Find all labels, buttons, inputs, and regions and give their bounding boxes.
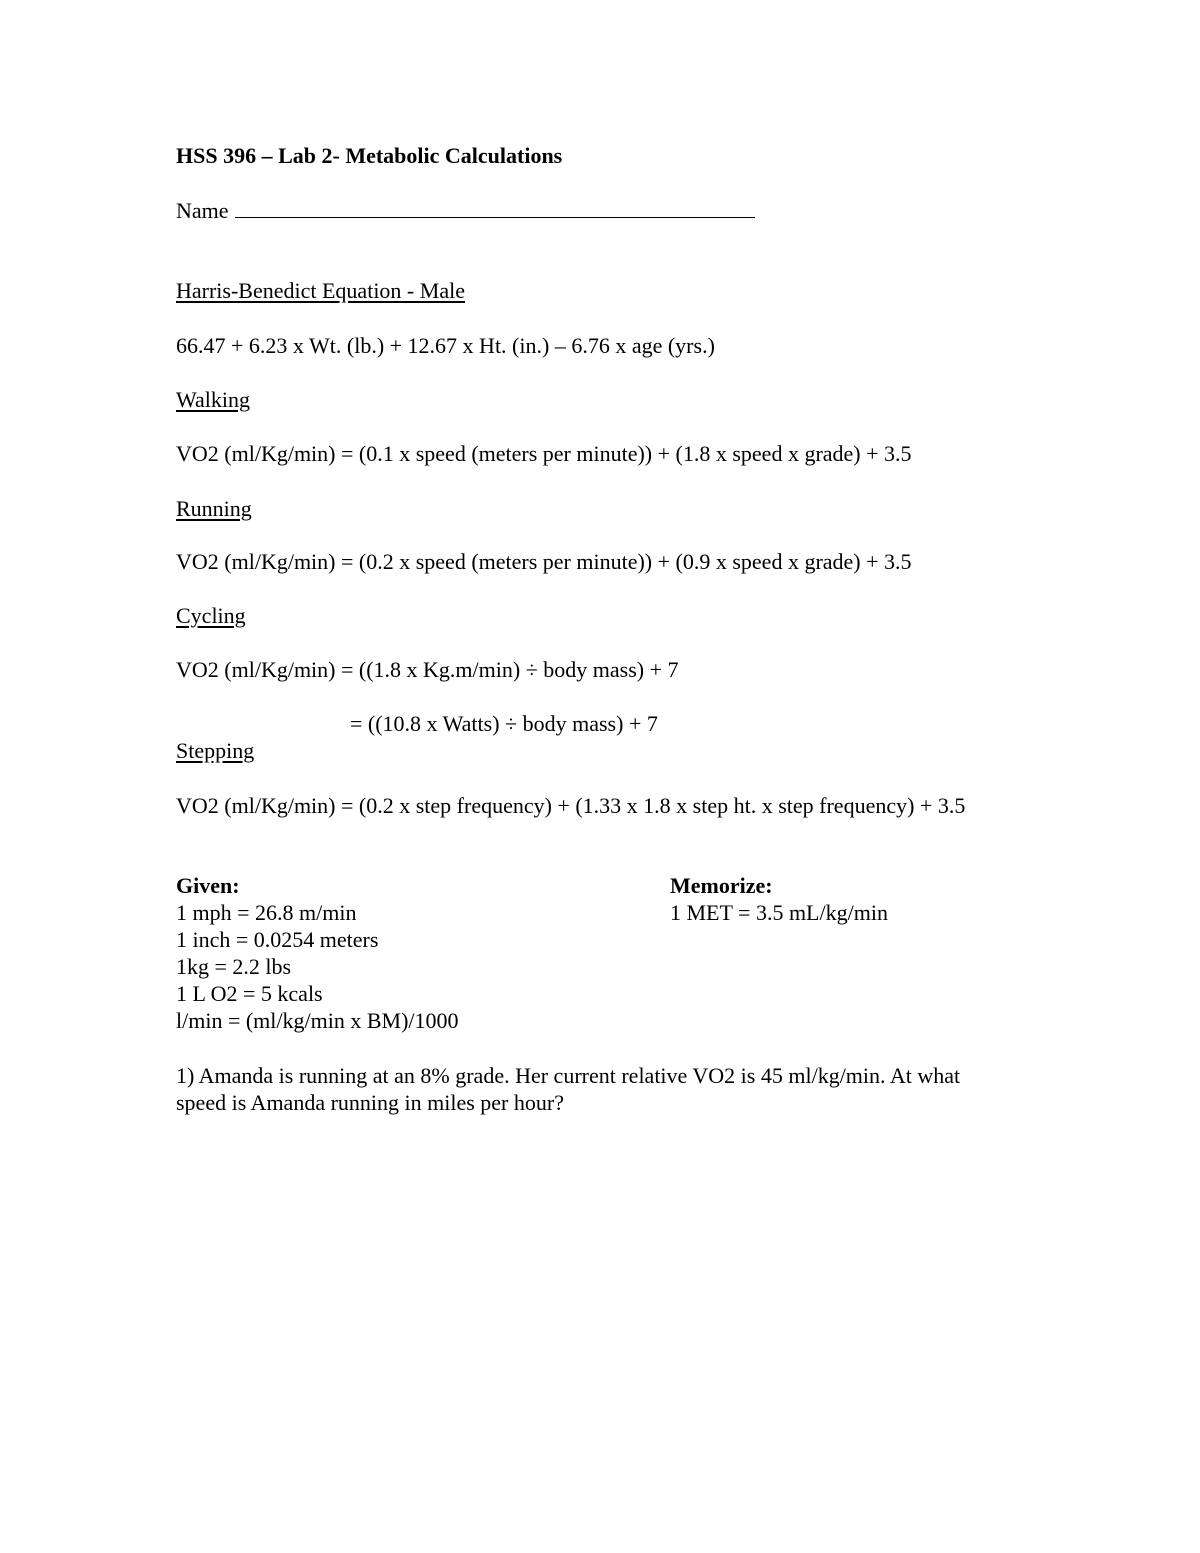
given-item: 1 inch = 0.0254 meters	[176, 927, 379, 952]
running-formula: VO2 (ml/Kg/min) = (0.2 x speed (meters per minute)) + (0.9 x speed x grade) + 3.5	[176, 549, 912, 574]
name-field-row	[176, 197, 755, 224]
name-label: Name	[176, 198, 229, 223]
memorize-item: 1 MET = 3.5 mL/kg/min	[670, 900, 888, 925]
walking-formula: VO2 (ml/Kg/min) = (0.1 x speed (meters per minute)) + (1.8 x speed x grade) + 3.5	[176, 441, 912, 466]
harris-benedict-formula: 66.47 + 6.23 x Wt. (lb.) + 12.67 x Ht. (in.) – 6.76 x age (yrs.)	[176, 333, 715, 358]
page-title: HSS 396 – Lab 2- Metabolic Calculations	[176, 143, 563, 168]
walking-heading: Walking	[176, 387, 250, 412]
cycling-heading: Cycling	[176, 603, 246, 628]
given-item: l/min = (ml/kg/min x BM)/1000	[176, 1008, 459, 1033]
given-item: 1kg = 2.2 lbs	[176, 954, 292, 979]
given-item: 1 mph = 26.8 m/min	[176, 900, 357, 925]
question-1-line-1: 1) Amanda is running at an 8% grade. Her current relative VO2 is 45 ml/kg/min. At what	[176, 1063, 961, 1088]
harris-benedict-heading: Harris-Benedict Equation - Male	[176, 278, 465, 303]
cycling-formula-kgm: VO2 (ml/Kg/min) = ((1.8 x Kg.m/min) ÷ body mass) + 7	[176, 657, 679, 682]
memorize-heading: Memorize:	[670, 873, 773, 898]
stepping-formula: VO2 (ml/Kg/min) = (0.2 x step frequency) + (1.33 x 1.8 x step ht. x step frequency) + 3.5	[176, 793, 966, 818]
given-heading: Given:	[176, 873, 240, 898]
stepping-heading: Stepping	[176, 738, 255, 763]
name-blank-line[interactable]	[235, 197, 755, 218]
running-heading: Running	[176, 496, 252, 521]
question-1-line-2: speed is Amanda running in miles per hour?	[176, 1090, 564, 1115]
given-item: 1 L O2 = 5 kcals	[176, 981, 323, 1006]
cycling-formula-watts: = ((10.8 x Watts) ÷ body mass) + 7	[350, 711, 658, 736]
